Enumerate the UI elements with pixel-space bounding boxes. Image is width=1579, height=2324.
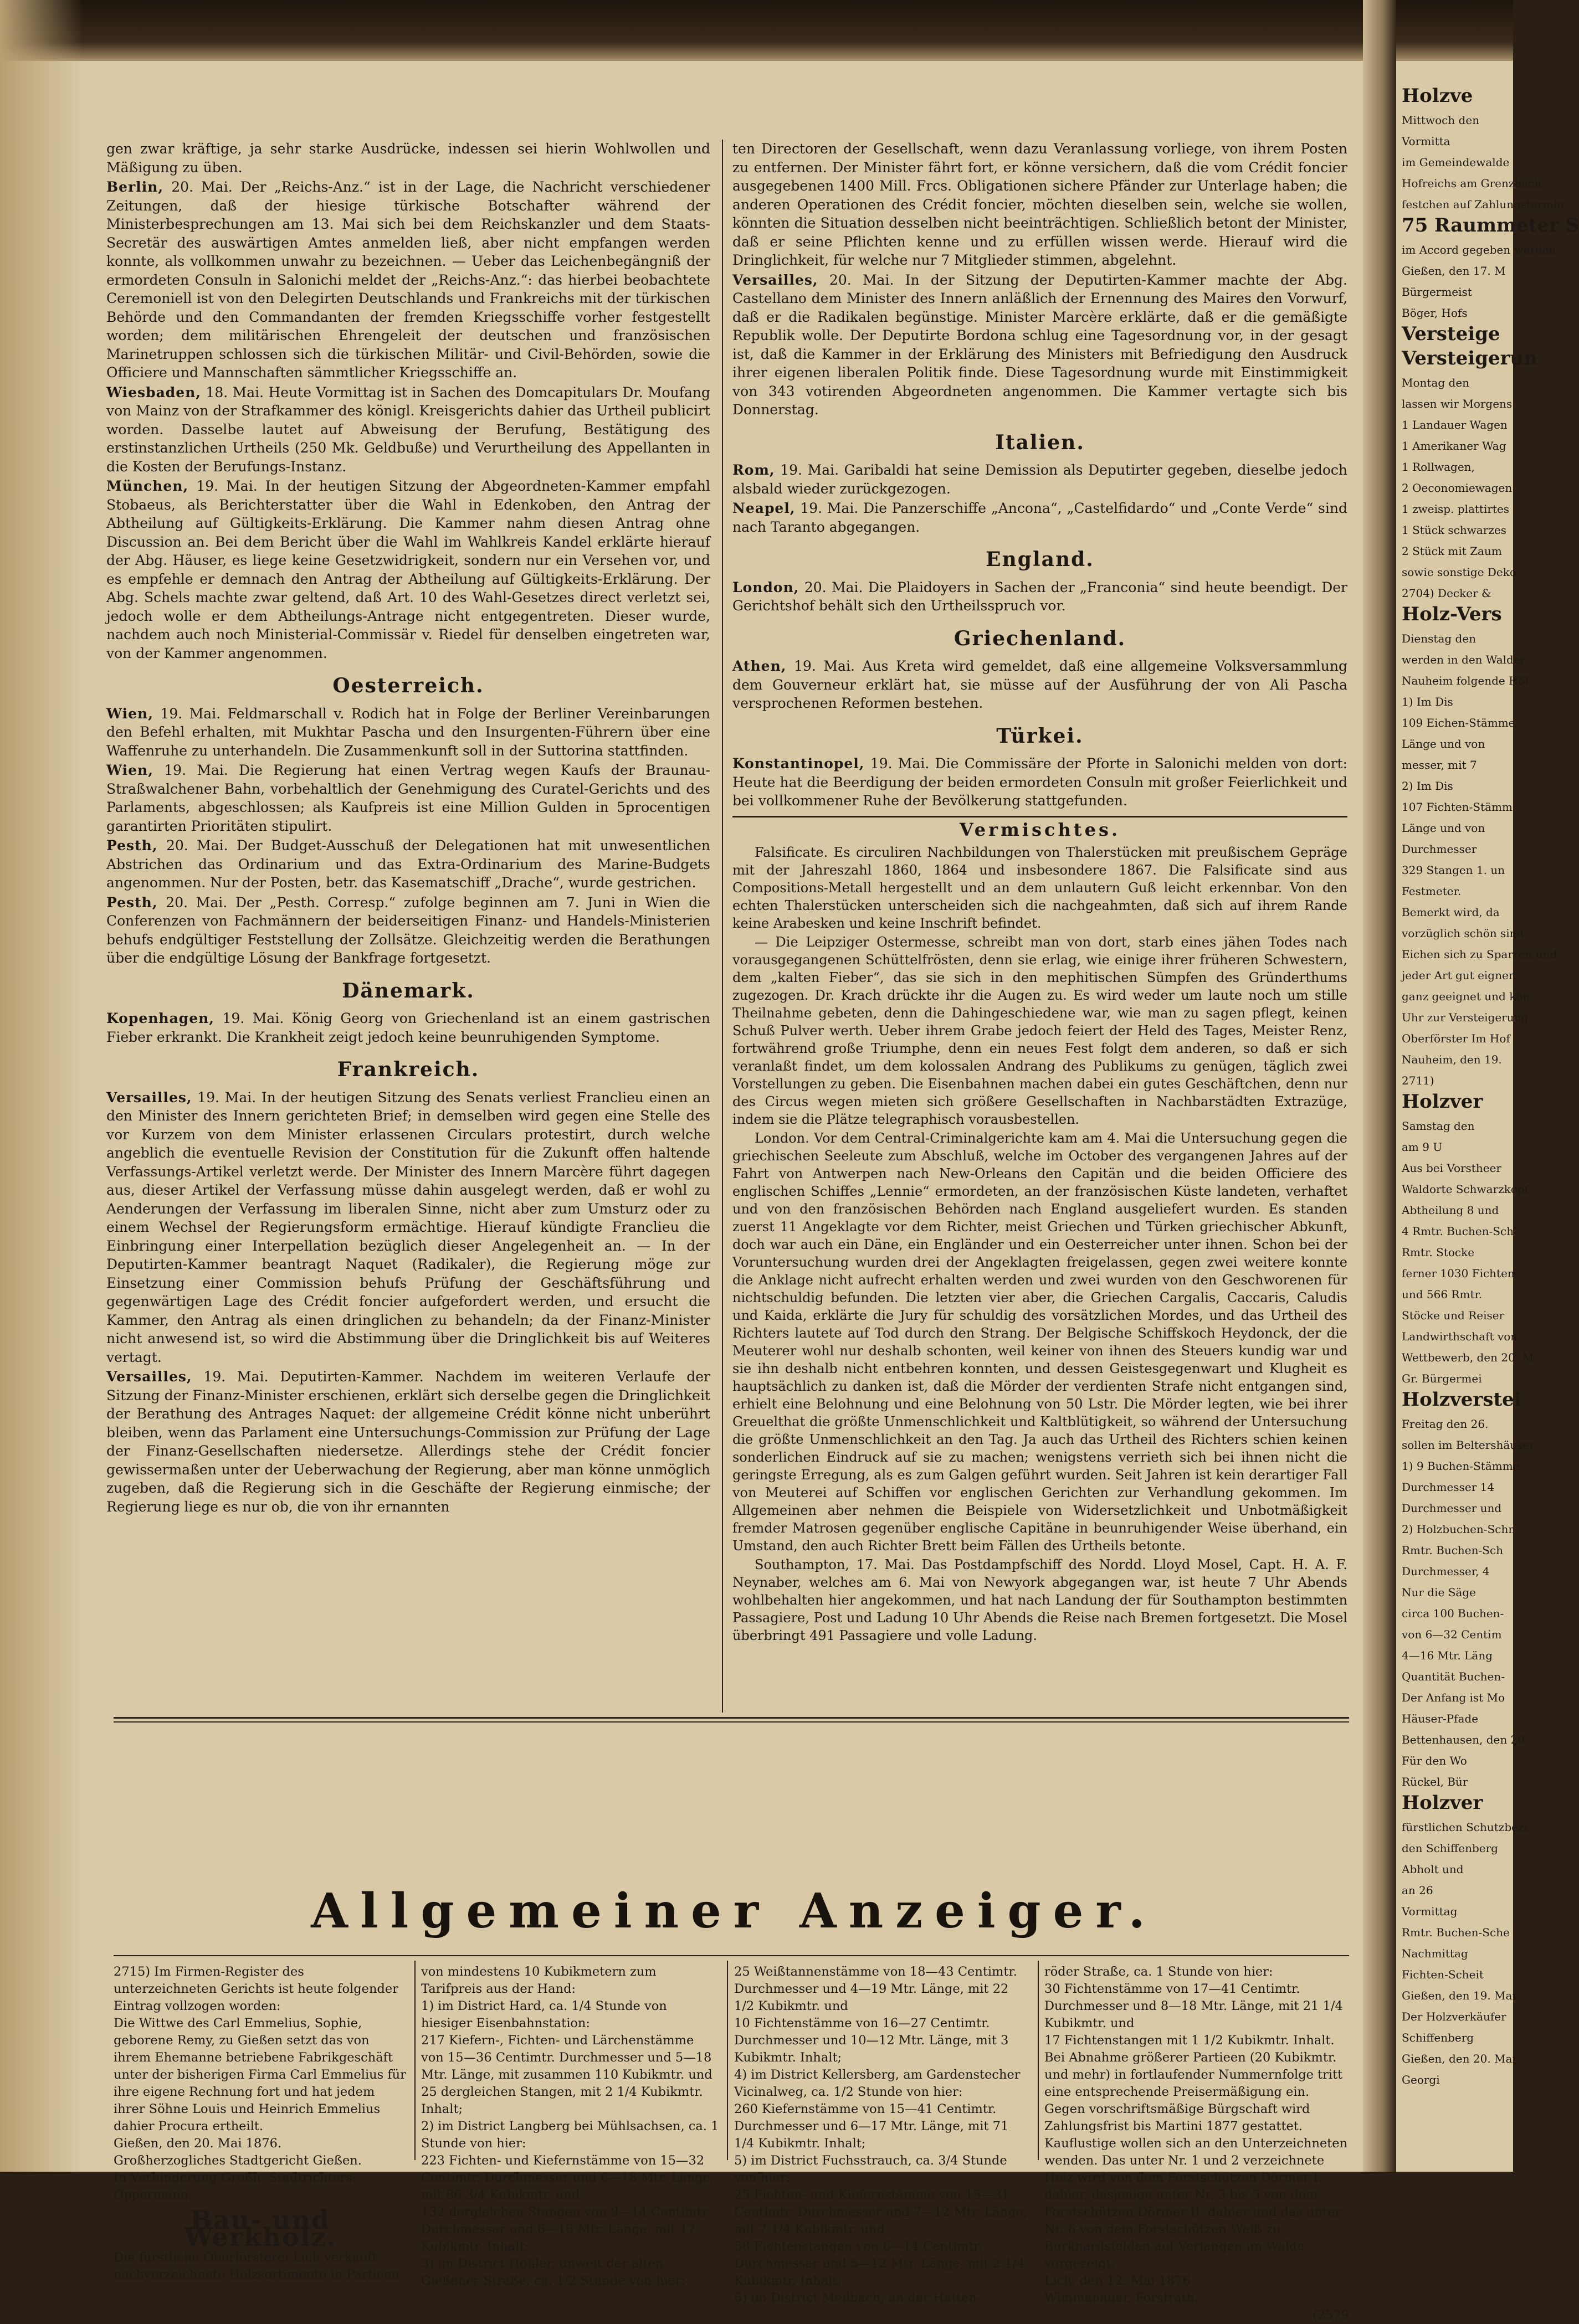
section-heading: England. <box>986 548 1094 571</box>
page-binding-shadow <box>0 0 1513 61</box>
anzeiger-line: 17 Fichtenstangen mit 1 1/2 Kubikmtr. Inhalt. <box>1044 2033 1335 2048</box>
adjacent-page-line: Festmeter. <box>1402 885 1462 898</box>
vermischtes-item: London. Vor dem Central-Criminalgerichte kam am 4. Mai die Untersuchung gegen die griechischen Seeleute zum Abschluß, welche im October des vergangenen Jahres auf der Fahrt von Antwerpen nach New-Orleans den Capitän und die beiden Officiere des englischen Schiffes „Lennie“ ermordeten, an der französischen Küste landeten, verhaftet und von den französischen Behörden nach England ausgeliefert wurden. Es standen zuerst 11 Angeklagte vor dem Richter, meist Griechen und Türken griechischer Abkunft, doch war auch ein Däne, ein Engländer und ein Oesterreicher unter ihnen. Schon bei der Voruntersuchung wurden drei der Angeklagten freigelassen, gegen zwei weitere konnte die Anklage nicht aufrecht erhalten werden und zwei wurden von den Geschworenen für nichtschuldig befunden. Die letzten vier aber, die Griechen Cargalis, Caccaris, Caludis und Kaida, erklärte die Jury für schuldig des vorsätzlichen Mordes, und das Urtheil des Richters lautete auf Tod durch den Strang. Der Belgische Schiffskoch Heydonck, der die Meuterer wohl nur deshalb schonten, weil keiner von ihnen des Steuers kundig war und sie ihn deshalb nicht entbehren konnten, und dessen Geistesgegenwart und Klugheit es hauptsächlich zu danken ist, daß die Mörder der verdienten Strafe nicht entgangen sind, erhielt eine Belohnung und eine Belohnung von 50 Lstr. Die Mörder legten, wie bei ihrer Greuelthat die größte Unmenschlichkeit und Kaltblütigkeit, so während der Untersuchung die größte Unmenschlichkeit an den Tag. Ja auch das Urtheil des Richters schien keinen sonderlichen Eindruck auf sie zu machen; wenigstens verrieth sich bei ihnen nicht die geringste Erregung, als es zum Galgen geführt wurden. Seit Jahren ist kein derartiger Fall von Meuterei auf Schiffen vor englischen Gerichten zur Verhandlung gekommen. Im Allgemeinen aber nehmen die Beispiele von Widersetzlichkeit und Unbotmäßigkeit fremder Matrosen gegenüber englische Capitäne in beunruhigender Weise überhand, ein Umstand, den auch Richter Brett beim Fällen des Urtheils betonte. <box>732 1130 1347 1554</box>
adjacent-page-line: Holz-Vers <box>1402 603 1502 625</box>
vermischtes-item: Southampton, 17. Mai. Das Postdampfschiff des Nordd. Lloyd Mosel, Capt. H. A. F. Neynaber, welches am 6. Mai von Newyork abgegangen war, ist heute 7 Uhr Abends wohlbehalten hier angekommen, und hat nach Landung der für Southampton bestimmten Passagiere, Post und Ladung 10 Uhr Abends die Reise nach Bremen fortgesetzt. Die Mosel überbringt 491 Passagiere und volle Ladung. <box>732 1557 1347 1643</box>
adjacent-page-line: 109 Eichen-Stämme <box>1402 716 1515 729</box>
adjacent-page-line: im Accord gegeben werden <box>1402 243 1556 256</box>
adjacent-page-line: 1 Stück schwarzes <box>1402 523 1506 537</box>
news-dateline: Kopenhagen, <box>106 1010 215 1026</box>
news-text: 19. Mai. Feldmarschall v. Rodich hat in Folge der Berliner Vereinbarungen den Befehl erhalten, mit Mukhtar Pascha und den Insurgenten-Führern über eine Waffenruhe zu unterhandeln. Die Zusammenkunft soll in der Suttorina stattfinden. <box>106 705 710 759</box>
vermischtes-rule <box>732 816 1347 817</box>
adjacent-page-line: fürstlichen Schutzbezi <box>1402 1821 1527 1834</box>
anzeiger-line: 30 Fichtenstämme von 17—41 Centimtr. Durchmesser und 8—18 Mtr. Länge, mit 21 1/4 Kubikmtr. und <box>1044 1982 1343 2030</box>
anzeiger-title: Allgemeiner Anzeiger. <box>311 1883 1157 1939</box>
news-dateline: Versailles, <box>732 271 818 288</box>
news-dateline: Wien, <box>106 705 153 722</box>
news-item <box>106 836 710 892</box>
adjacent-page-line: Oberförster Im Hof <box>1402 1032 1510 1045</box>
adjacent-page-line: an 26 <box>1402 1884 1433 1897</box>
news-dateline: Wien, <box>106 762 153 778</box>
adjacent-page-line: Böger, Hofs <box>1402 306 1468 320</box>
anzeiger-line: 25 dergleichen Stangen, mit 2 1/4 Kubikmtr. Inhalt; <box>421 2085 703 2116</box>
news-text: 19. Mai. König Georg von Griechenland ist an einem gastrischen Fieber erkrankt. Die Krankheit zeigt jedoch keine beunruhigenden Symptome. <box>106 1010 710 1045</box>
adjacent-page-line: Rückel, Bür <box>1402 1775 1468 1788</box>
adjacent-page-line: Holzverstei <box>1402 1389 1521 1411</box>
news-text: 20. Mai. Der „Pesth. Corresp.“ zufolge beginnen am 7. Juni in Wien die Conferenzen von Fachmännern der beiderseitigen Finanz- und Handels-Ministerien behufs endgültiger Feststellung der Zollsätze. Gleichzeitig werden die Berathungen über die endgültige Lösung der Bankfrage fortgesetzt. <box>106 894 710 966</box>
anzeiger-column-4 <box>1044 1963 1349 2324</box>
adjacent-page-line: Aus bei Vorstheer <box>1402 1161 1501 1175</box>
adjacent-page-line: Bürgermeist <box>1402 285 1472 299</box>
adjacent-page-line: Gr. Bürgermei <box>1402 1372 1482 1385</box>
news-dateline: Versailles, <box>106 1369 192 1385</box>
vermischtes-heading: Vermischtes. <box>959 819 1121 840</box>
news-text: 19. Mai. Deputirten-Kammer. Nachdem im weiteren Verlaufe der Sitzung der Finanz-Minister erschienen, erklärt sich derselbe gegen die Dringlichkeit der Berathung des Antrages Naquet: der allgemeine Crédit könne nicht unberührt bleiben, wenn das Parlament eine Untersuchungs-Commission zur Prüfung der Lage der Finanz-Gesellschaften niedersetze. Allerdings stehe der Crédit foncier gewissermaßen unter der Ueberwachung der Regierung, aber man könne unmöglich zugeben, daß die Regierung sich in die Geschäfte der Regierung einmische; der Regierung liege es nur ob, die von ihr ernannten <box>106 1369 710 1515</box>
anzeiger-line: 4) im District Kellersberg, am Gardenstecher Vicinalweg, ca. 1/2 Stunde von hier: <box>734 2068 1021 2099</box>
adjacent-page-line: Für den Wo <box>1402 1754 1467 1767</box>
adjacent-page-line: den Schiffenberg <box>1402 1842 1498 1855</box>
news-item <box>732 461 1347 498</box>
adjacent-page-line: festchen auf Zahlungstermin <box>1402 198 1564 211</box>
adjacent-page-line: vorzüglich schön sind <box>1402 927 1524 940</box>
anzeiger-column-2 <box>421 1963 720 2290</box>
anzeiger-line: 223 Fichten- und Kiefernstämme von 15—32 Centimtr. Durchmesser und 6—18 Mtr. Länge, mit 86 3/4 Kubikmtr. und <box>421 2153 715 2202</box>
adjacent-page-line: im Gemeindewalde <box>1402 156 1510 169</box>
news-dateline: Pesth, <box>106 837 158 853</box>
anzeiger-rule <box>114 1955 1349 1956</box>
anzeiger-line: 58 Fichtenstangen von 6—14 Centimtr. Durchmesser und 5—12 Mtr. Länge, mit 2 1/4 Kubikmtr. Inhalt; <box>734 2239 1025 2288</box>
adjacent-page-line: am 9 U <box>1402 1140 1443 1154</box>
anzeiger-divider <box>414 1961 416 2160</box>
adjacent-page-line: 2704) Decker & <box>1402 587 1491 600</box>
news-text: 19. Mai. Die Regierung hat einen Vertrag wegen Kaufs der Braunau-Straßwalchener Bahn, vorbehaltlich der Genehmigung des Curatel-Gerichts und des Parlaments, abgeschlossen; als Kaufpreis ist eine Million Gulden in 5procentigen garantirten Prioritäten stipulirt. <box>106 762 710 834</box>
section-heading: Italien. <box>995 430 1085 454</box>
adjacent-page-line: Vormitta <box>1402 135 1450 148</box>
ad-number: (2579 <box>1312 2308 1349 2322</box>
adjacent-page-line: Freitag den 26. <box>1402 1417 1489 1431</box>
adjacent-page-line: Gießen, den 17. M <box>1402 264 1506 277</box>
news-dateline: Wiesbaden, <box>106 384 202 400</box>
news-column-right <box>732 140 1347 1646</box>
news-text: ten Directoren der Gesellschaft, wenn dazu Veranlassung vorliege, von ihrem Posten zu entfernen. Der Minister fährt fort, er könne versichern, daß die vom Crédit foncier ausgegebenen 1400 Mill. Frcs. Obligationen sichere Pfänder zur Unterlage haben; die anderen Operationen des Crédit foncier, möchten dieselben sein, welche sie wollen, könnten die Situation desselben nicht beeinträchtigen. Schließlich betont der Minister, daß er seine Pflichten kenne und zu erfüllen wissen werde. Hierauf wird die Dringlichkeit, für welche nur 7 Mitglieder stimmen, abgelehnt. <box>732 141 1347 268</box>
anzeiger-line: 132 dergleichen Stangen von 9—14 Centimtr. Durchmesser und 6—16 Mtr. Länge, mit 17 Kubikmtr. Inhalt; <box>421 2205 711 2254</box>
adjacent-page-line: jeder Art gut eignen <box>1402 969 1516 982</box>
news-dateline: München, <box>106 478 189 494</box>
adjacent-page-line: 2711) <box>1402 1074 1434 1087</box>
adjacent-page-line: Länge und von <box>1402 737 1485 750</box>
adjacent-page-line: Nauheim, den 19. <box>1402 1053 1502 1066</box>
news-item <box>732 754 1347 810</box>
adjacent-page-line: Hofreichs am Grenzbach <box>1402 177 1542 190</box>
adjacent-page-line: messer, mit 7 <box>1402 758 1477 772</box>
adjacent-page-line: Der Anfang ist Mo <box>1402 1691 1505 1704</box>
left-page-shade <box>0 0 83 2172</box>
adjacent-page-line: Rmtr. Buchen-Sche <box>1402 1926 1510 1939</box>
adjacent-page-line: 2 Oeconomiewagen <box>1402 481 1513 495</box>
anzeiger-column-3 <box>734 1963 1031 2307</box>
section-divider-thin <box>114 1721 1349 1723</box>
adjacent-page-line: Landwirthschaft von <box>1402 1330 1518 1343</box>
adjacent-page-line: 107 Fichten-Stämm <box>1402 800 1513 814</box>
adjacent-page-line: werden in den Walder <box>1402 653 1526 666</box>
news-item <box>106 761 710 835</box>
news-text: 20. Mai. Der Budget-Ausschuß der Delegationen hat mit unwesentlichen Abstrichen das Ordinarium und das Extra-Ordinarium des Marine-Budgets angenommen. Nur der Posten, betr. das Kasematschiff „Drache“, wurde gestrichen. <box>106 837 710 891</box>
anzeiger-divider <box>1038 1961 1039 2160</box>
news-item <box>106 705 710 760</box>
anzeiger-line: 25 Fichten- und Kiefernstämme von 15—31 Centimtr. Durchmesser und 7—12 Mtr. Länge, mit 7 1/4 Kubikmtr. und <box>734 2188 1028 2236</box>
vermischtes-item: — Die Leipziger Ostermesse, schreibt man von dort, starb eines jähen Todes nach vorausgegangenen Schüttelfrösten, denn sie erlag, wie einige ihrer früheren Schwestern, dem „kalten Fieber“, das sie sich in den mephitischen Sümpfen des Gründerthums zugezogen. Dr. Krach drückte ihr die Augen zu. Es wird weder um laute noch um stille Theilnahme gebeten, denn die Dahingeschiedene war, wie man zu sagen pflegt, keinen Schuß Pulver werth. Ueber ihrem Grabe jedoch feiert der Held des Tages, Meister Renz, fortwährend große Triumphe, denn ein neues Fest folgt dem anderen, so daß er sich veranlaßt findet, um dem kolossalen Andrang des Publikums zu genügen, täglich zwei Vorstellungen zu geben. Die Eisenbahnen machen dabei ein gutes Geschäftchen, denn nur des Circus wegen mieten sich größere Gesellschaften in Nachbarstädten Extrazüge, indem sie die Plätze telegraphisch vorausbestellen. <box>732 934 1347 1127</box>
news-text: 20. Mai. Der „Reichs-Anz.“ ist in der Lage, die Nachricht verschiedener Zeitungen, daß der hiesige türkische Botschafter während der Ministerbesprechungen am 13. Mai sich bei dem Reichskanzler und dem Staats-Secretär des auswärtigen Amtes anmelden ließ, aber nicht empfangen werden konnte, als vollkommen unwahr zu bezeichnen. — Ueber das Leichenbegängniß der ermordeten Consuln in Salonichi meldet der „Reichs-Anz.“: das hierbei beobachtete Ceremoniell ist von den Delegirten Deutschlands und Frankreichs mit der türkischen Behörde und den Commandanten der fremden Kriegsschiffe vorher festgestellt worden; dem militärischen Ehrengeleit der deutschen und französischen Marinetruppen schlossen sich die türkischen Militär- und Civil-Behörden, sowie die Officiere und Mannschaften sämmtlicher Kriegsschiffe an. <box>106 179 710 381</box>
adjacent-page-line: Durchmesser und <box>1402 1502 1502 1515</box>
news-dateline: Rom, <box>732 462 775 478</box>
book-spine <box>1363 0 1396 2172</box>
adjacent-page-line: Vormittag <box>1402 1905 1458 1918</box>
adjacent-page-line: 2 Stück mit Zaum <box>1402 544 1502 558</box>
section-heading: Dänemark. <box>342 979 475 1002</box>
adjacent-page-line: Waldorte Schwarzkopf <box>1402 1182 1529 1196</box>
adjacent-page-line: Gießen, den 20. Mai <box>1402 2052 1516 2065</box>
news-item <box>106 1088 710 1367</box>
adjacent-page-line: Stöcke und Reiser <box>1402 1309 1505 1322</box>
section-divider <box>114 1717 1349 1719</box>
adjacent-page-line: Wettbewerb, den 20. M <box>1402 1351 1534 1364</box>
adjacent-page-line: Georgi <box>1402 2073 1440 2086</box>
adjacent-page-line: Rmtr. Stocke <box>1402 1246 1475 1259</box>
news-item <box>106 1367 710 1516</box>
adjacent-page-line: sollen im Beltershäuser <box>1402 1438 1535 1452</box>
adjacent-page-line: 1) Im Dis <box>1402 695 1453 708</box>
adjacent-page-line: Montag den <box>1402 376 1470 389</box>
anzeiger-line: Kauflustige wollen sich an den Unterzeichneten wenden. Das unter Nr. 1 und 2 verzeichnete Holz wird von dem Forstschützen Dörmer I. dahier, dasjenige unter Nr. 3 bis 5 von dem Forstschützen Dörmer II. dahier und das unter Nr. 6 von dem Forstschützen Weiß zu Burkhardsfelden auf Verlangen im Walde vorgezeigt. <box>1044 2136 1348 2271</box>
adjacent-page-line: Abtheilung 8 und <box>1402 1204 1499 1217</box>
news-dateline: Pesth, <box>106 894 158 911</box>
adjacent-page-line: Holzver <box>1402 1091 1483 1113</box>
adjacent-page-line: Holzver <box>1402 1792 1483 1814</box>
news-text: 19. Mai. Die Panzerschiffe „Ancona“, „Castelfidardo“ und „Conte Verde“ sind nach Taranto abgegangen. <box>732 500 1347 535</box>
anzeiger-line: Großherzogliches Stadtgericht Gießen. <box>114 2153 362 2168</box>
news-item <box>106 383 710 476</box>
adjacent-page-line: 2) Im Dis <box>1402 779 1453 793</box>
news-item <box>732 271 1347 419</box>
news-text: 19. Mai. In der heutigen Sitzung der Abgeordneten-Kammer empfahl Stobaeus, als Berichterstatter über die Wahl in Edenkoben, den Antrag der Abtheilung auf Gültigkeits-Erklärung. Die Kammer nahm diesen Antrag ohne Discussion an. Bei dem Bericht über die Wahl im Wahlkreis Kandel erklärte hierauf der Abg. Häuser, es liege keine Gesetzwidrigkeit, sondern nur ein Versehen vor, und es empfehle er demnach den Antrag der Abtheilung auf Gültigkeits-Erklärung. Der Abg. Schels machte zwar geltend, daß Art. 10 des Wahl-Gesetzes direct verletzt sei, jedoch wolle er dem Abtheilungs-Antrage nicht entgegentreten. Dieser wurde, nachdem auch noch Ministerial-Commissär v. Riedel für denselben eingetreten war, von der Kammer angenommen. <box>106 478 710 661</box>
adjacent-page-line: Nur die Säge <box>1402 1586 1476 1599</box>
adjacent-page-line: 4—16 Mtr. Läng <box>1402 1649 1493 1662</box>
anzeiger-line: 2) im District Langberg bei Mühlsachsen, ca. 1 Stunde von hier: <box>421 2119 719 2151</box>
vermischtes-item: Falsificate. Es circuliren Nachbildungen von Thalerstücken mit preußischem Gepräge mit der Jahreszahl 1860, 1864 und insbesondere 1867. Die Falsificate sind aus Compositions-Metall hergestellt und an dem unlautern Guß leicht erkennbar. Von den echten Thalerstücken unterscheiden sich die nachgeahmten, daß sich auf ihrem Rande keine Arabesken und keine Inschrift befindet. <box>732 845 1347 931</box>
adjacent-page-line: Häuser-Pfade <box>1402 1712 1479 1725</box>
adjacent-page-line: Samstag den <box>1402 1119 1475 1133</box>
adjacent-page-line: Rmtr. Buchen-Sch <box>1402 1544 1504 1557</box>
bau-werkholz-heading: Bau- und Werkholz. <box>184 2205 337 2252</box>
anzeiger-line: 2715) Im Firmen-Register des unterzeichneten Gerichts ist heute folgender Eintrag vollzogen worden: <box>114 1965 398 2013</box>
anzeiger-line: Lich, den 12. Mai 1876. <box>1044 2274 1195 2288</box>
anzeiger-line: 1) im District Hard, ca. 1/4 Stunde von hiesiger Eisenbahnstation: <box>421 1999 667 2030</box>
news-dateline: Versailles, <box>106 1089 192 1106</box>
anzeiger-line: Wimmenauer, Forstrath. <box>1044 2291 1199 2305</box>
adjacent-page-line: Nachmittag <box>1402 1947 1468 1960</box>
adjacent-page-line: Länge und von <box>1402 821 1485 835</box>
anzeiger-line: 5) im District Fuchsstrauch, ca. 3/4 Stunde von hier: <box>734 2153 1007 2185</box>
anzeiger-divider <box>727 1961 728 2160</box>
section-heading: Oesterreich. <box>332 674 484 697</box>
news-item <box>106 1009 710 1046</box>
news-item <box>106 893 710 968</box>
adjacent-page-line: Fichten-Scheit <box>1402 1968 1484 1981</box>
adjacent-page-line: Eichen sich zu Sparren und <box>1402 948 1557 961</box>
adjacent-page-line: Uhr zur Versteigerung <box>1402 1011 1529 1024</box>
news-text: 19. Mai. In der heutigen Sitzung des Senats verliest Franclieu einen an den Minister des Innern gerichteten Brief; in demselben wird gegen eine Stelle des vor Kurzem von dem Minister erlassenen Circulars protestirt, durch welche angeblich die eventuelle Revision der Constitution für die Zukunft offen haltende Verfassungs-Artikel verletzt werde. Der Minister des Innern Marcère führt dagegen aus, dieser Artikel der Verfassung müsse dahin ausgelegt werden, daß er wohl zu Aenderungen der Verfassung im liberalen Sinne, nicht aber zum Umsturz oder zu einem Wechsel der Regierungsform ermächtige. Hierauf kündigte Franclieu die Einbringung einer Interpellation bezüglich dieser Angelegenheit an. — In der Deputirten-Kammer beantragt Naquet (Radikaler), die Regierung möge zur Einsetzung einer Commission behufs Prüfung der Geschäftsführung und gegenwärtigen Lage des Crédit foncier aufgefordert werden, und ersucht die Kammer, den Antrag als einen dringlichen zu behandeln; da der Finanz-Minister nicht anwesend ist, so wird die Abstimmung über die Dringlichkeit bis auf Weiteres vertagt. <box>106 1089 710 1365</box>
adjacent-page-line: 1 Rollwagen, <box>1402 460 1475 474</box>
anzeiger-line: von mindestens 10 Kubikmetern zum Tarifpreis aus der Hand: <box>421 1965 657 1996</box>
adjacent-page-line: Durchmesser, 4 <box>1402 1565 1490 1578</box>
adjacent-page-line: Nauheim folgende Höl <box>1402 674 1529 687</box>
adjacent-page-line: 329 Stangen 1. un <box>1402 863 1505 877</box>
news-dateline: Athen, <box>732 658 787 674</box>
section-heading: Türkei. <box>996 724 1084 748</box>
adjacent-page-line: Dienstag den <box>1402 632 1477 645</box>
anzeiger-line: 6) im District Meilbach, an der Hatten- <box>734 2291 981 2305</box>
news-dateline: Berlin, <box>106 179 164 195</box>
adjacent-page-line: Bemerkt wird, da <box>1402 906 1500 919</box>
adjacent-page-strip <box>1396 85 1579 2149</box>
vermischtes-block <box>732 844 1347 1644</box>
adjacent-page-line: Abholt und <box>1402 1863 1464 1876</box>
adjacent-page-line: von 6—32 Centim <box>1402 1628 1502 1641</box>
adjacent-page-line: ganz geeignet und kön <box>1402 990 1530 1003</box>
news-dateline: London, <box>732 579 799 595</box>
news-text: 20. Mai. Die Plaidoyers in Sachen der „Franconia“ sind heute beendigt. Der Gerichtshof behält sich den Urtheilsspruch vor. <box>732 579 1347 614</box>
news-text: 20. Mai. In der Sitzung der Deputirten-Kammer machte der Abg. Castellano dem Minister des Innern anläßlich der Ernennung des Maires den Vorwurf, daß er die Radikalen begünstige. Minister Marcère erklärte, daß er die gemäßigte Republik wolle. Der Deputirte Bordona schlug eine Tagesordnung vor, in der gesagt ist, daß die Kammer in der Erklärung des Ministers mit Befriedigung den Ausdruck ihrer eigenen liberalen Politik finde. Diese Tagesordnung wurde mit Einstimmigkeit von 343 votirenden Abgeordneten angenommen. Die Kammer vertagte sich bis Donnerstag. <box>732 271 1347 418</box>
news-item <box>106 477 710 662</box>
column-divider <box>722 140 723 1713</box>
anzeiger-line: 217 Kiefern-, Fichten- und Lärchenstämme von 15—36 Centimtr. Durchmesser und 5—18 Mtr. Länge, mit zusammen 110 Kubikmtr. und <box>421 2033 712 2082</box>
news-dateline: Neapel, <box>732 500 796 516</box>
anzeiger-line: Bei Abnahme größerer Partieen (20 Kubikmtr. und mehr) in fortlaufender Nummernfolge tritt eine entsprechende Preisermäßigung ein. Gegen vorschriftsmäßige Bürgschaft wird Zahlungsfrist bis Martini 1877 gestattet. <box>1044 2050 1343 2133</box>
adjacent-page-line: Mittwoch den <box>1402 114 1480 127</box>
anzeiger-line: röder Straße, ca. 1 Stunde von hier: <box>1044 1965 1273 1979</box>
anzeiger-line: In Verhinderung Großh. Stadtrichters: <box>114 2171 357 2185</box>
adjacent-page-line: 1) 9 Buchen-Stämme <box>1402 1459 1520 1473</box>
adjacent-page-line: Holzve <box>1402 85 1473 107</box>
news-item <box>106 178 710 382</box>
section-heading: Frankreich. <box>337 1058 480 1081</box>
adjacent-page-line: Durchmesser 14 <box>1402 1480 1495 1494</box>
adjacent-page-line: Quantität Buchen- <box>1402 1670 1505 1683</box>
adjacent-page-line: Bettenhausen, den 20 <box>1402 1733 1525 1746</box>
anzeiger-line: 3) im District Höhler, unweit der alten Gießener Straße, ca. 1/2 Stunde von hier: <box>421 2256 686 2288</box>
anzeiger-line: 10 Fichtenstämme von 16—27 Centimtr. Durchmesser und 10—12 Mtr. Länge, mit 3 Kubikmtr. Inhalt; <box>734 2016 1009 2065</box>
adjacent-page-line: circa 100 Buchen- <box>1402 1607 1504 1620</box>
adjacent-page-line: Schiffenberg <box>1402 2031 1474 2044</box>
adjacent-page-line: 1 Landauer Wagen <box>1402 418 1508 431</box>
news-text: gen zwar kräftige, ja sehr starke Ausdrücke, indessen sei hierin Wohlwollen und Mäßigung zu üben. <box>106 141 710 176</box>
anzeiger-line: Die Wittwe des Carl Emmelius, Sophie, geborene Remy, zu Gießen setzt das von ihrem Ehemanne betriebene Fabrikgeschäft unter der bisherigen Firma Carl Emmelius für ihre eigene Rechnung fort und hat jedem ihrer Söhne Louis und Heinrich Emmelius dahier Procura ertheilt. <box>114 2016 406 2133</box>
anzeiger-line: 25 Weißtannenstämme von 18—43 Centimtr. Durchmesser und 4—19 Mtr. Länge, mit 22 1/2 Kubikmtr. und <box>734 1965 1017 2013</box>
adjacent-page-line: Gießen, den 19. Mai <box>1402 1989 1516 2002</box>
anzeiger-column-1 <box>114 1963 407 2284</box>
adjacent-page-line: Der Holzverkäufer <box>1402 2010 1506 2023</box>
anzeiger-line: Gießen, den 20. Mai 1876. <box>114 2136 282 2151</box>
adjacent-page-line: Durchmesser <box>1402 842 1477 856</box>
news-item <box>732 657 1347 713</box>
news-column-left <box>106 140 710 1517</box>
news-item <box>732 578 1347 615</box>
adjacent-page-line: 1 Amerikaner Wag <box>1402 439 1506 453</box>
adjacent-page-line: ferner 1030 Fichten- <box>1402 1267 1519 1280</box>
adjacent-page-line: lassen wir Morgens <box>1402 397 1513 410</box>
adjacent-page-line: 2) Holzbuchen-Schn <box>1402 1523 1516 1536</box>
adjacent-page-line: 1 zweisp. plattirtes <box>1402 502 1510 516</box>
news-item <box>732 499 1347 536</box>
news-text: 19. Mai. Garibaldi hat seine Demission als Deputirter gegeben, dieselbe jedoch alsbald wieder zurückgezogen. <box>732 462 1347 497</box>
section-heading: Griechenland. <box>953 626 1126 650</box>
news-text: 19. Mai. Die Commissäre der Pforte in Salonichi melden von dort: Heute hat die Beerdigung der beiden ermordeten Consuln mit großer Feierlichkeit und bei vollkommener Ruhe der Bevölkerung stattgefunden. <box>732 755 1347 809</box>
anzeiger-line: 260 Kiefernstämme von 15—41 Centimtr. Durchmesser und 6—17 Mtr. Länge, mit 71 1/4 Kubikmtr. Inhalt; <box>734 2102 1009 2151</box>
adjacent-page-line: Versteigerun <box>1402 347 1537 369</box>
adjacent-page-line: und 566 Rmtr. <box>1402 1288 1483 1301</box>
news-text: 18. Mai. Heute Vormittag ist in Sachen des Domcapitulars Dr. Moufang von Mainz von der Strafkammer des königl. Kreisgerichts dahier das Urtheil publicirt worden. Dasselbe lautet auf Abweisung der Berufung, Bestätigung des erstinstanzlichen Urtheils (250 Mk. Geldbuße) und Verurtheilung des Appellanten in die Kosten der Berufungs-Instanz. <box>106 384 710 475</box>
adjacent-page-line: Versteige <box>1402 323 1500 345</box>
adjacent-page-line: sowie sonstige Deko <box>1402 565 1516 579</box>
news-text: 19. Mai. Aus Kreta wird gemeldet, daß eine allgemeine Volksversammlung dem Gouverneur erklärt hat, sie müsse auf der Ausführung der von Ali Pascha versprochenen Reformen bestehen. <box>732 658 1347 711</box>
adjacent-page-line: 4 Rmtr. Buchen-Sch <box>1402 1225 1514 1238</box>
adjacent-page-line: 75 Raummeter S <box>1402 214 1579 236</box>
anzeiger-line: Die fürstliche Oberförsterei Lich verkauft nachverzeichnete Holzsortimente in Partieen <box>114 2250 400 2282</box>
news-dateline: Konstantinopel, <box>732 755 865 772</box>
anzeiger-line: Oppermann. <box>114 2188 193 2202</box>
